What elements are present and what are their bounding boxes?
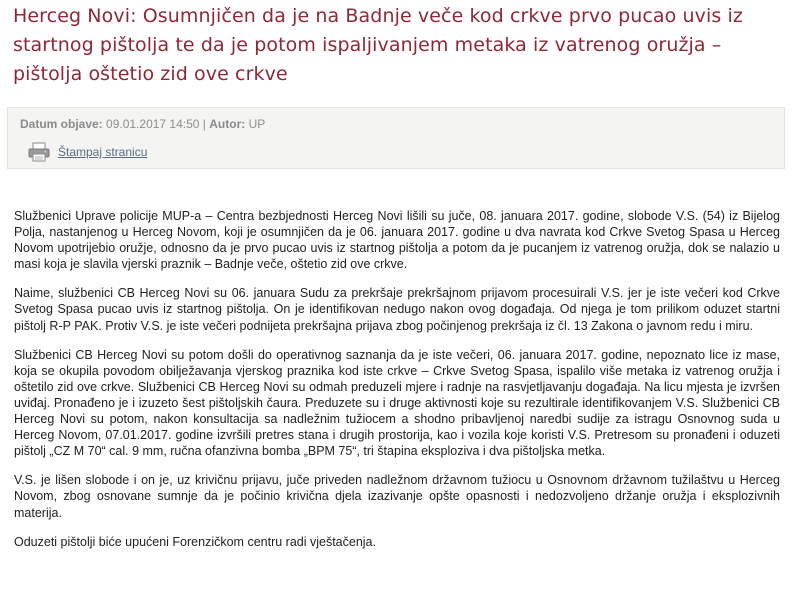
printer-icon[interactable] xyxy=(28,142,50,162)
article-paragraph: Naime, službenici CB Herceg Novi su 06. januara Sudu za prekršaje prekršajnom prijavom procesuirali V.S. jer je iste večeri kod Crkve Svetog Spasa pucao uvis iz startnog pištolja. On je identifikovan nedugo nakon ovog događaja. Od njega je tom prilikom oduzet startni pištolj R-P PAK. Protiv V.S. je iste večeri podnijeta prekršajna prijava zbog počinjenog prekršaja iz čl. 13 Zakona o javnom redu i miru. xyxy=(14,286,780,333)
article-meta-box xyxy=(7,107,785,169)
author-value: UP xyxy=(248,117,266,131)
date-value: 09.01.2017 14:50 xyxy=(106,117,200,131)
meta-separator: | xyxy=(202,117,206,131)
article-title: Herceg Novi: Osumnjičen da je na Badnje veče kod crkve prvo pucao uvis iz startnog pištolja te da je potom ispaljivanjem metaka iz vatrenog oružja – pištolja oštetio zid ove crkve xyxy=(13,5,743,85)
article-body xyxy=(14,208,780,563)
article-paragraph: Službenici CB Herceg Novi su potom došli do operativnog saznanja da je iste večeri, 06. januara 2017. godine, nepoznato lice iz mase, koja se okupila povodom obilježavanja vjerskog praznika kod iste crkve – Crkve Svetog Spasa, ispalilo više metaka iz vatrenog oružja i oštetilo zid ove crkve. Službenici CB Herceg Novi su odmah preduzeli mjere i radnje na rasvjetljavanju događaja. Na licu mjesta je izvršen uviđaj. Pronađeno je i izuzeto šest pištoljskih čaura. Preduzete su i druge aktivnosti koje su rezultirale identifikovanjem V.S. Službenici CB Herceg Novi su potom, nakon konsultacija sa nadležnim tužiocem a shodno pribavljenoj naredbi sudije za istragu Osnovnog suda u Herceg Novom, 07.01.2017. godine izvršili pretres stana i drugih prostorija, kao i vozila koje koristi V.S. Pretresom su pronađeni i oduzeti pištolj „CZ M 70“ cal. 9 mm, ručna ofanzivna bomba „BPM 75“, tri štapina eksploziva i dva pištoljska metka. xyxy=(14,347,780,459)
date-label: Datum objave: xyxy=(20,117,103,131)
article-paragraph: Službenici Uprave policije MUP-a – Centra bezbjednosti Herceg Novi lišili su juče, 08. januara 2017. godine, slobode V.S. (54) iz Bijelog Polja, nastanjenog u Herceg Novom, koji je osumnjičen da je 06. januara 2017. godine u dva navrata kod Crkve Svetog Spasa u Herceg Novom upotrijebio oružje, odnosno da je prvo pucao uvis iz startnog pištolja a potom da je pucanjem iz vatrenog oružja, dok se nalazio u masi koja je slavila vjerski praznik – Badnje veče, oštetio zid ove crkve. xyxy=(14,209,780,272)
author-label: Autor: xyxy=(209,117,246,131)
print-page-link[interactable]: Štampaj stranicu xyxy=(58,145,148,159)
article-paragraph: Oduzeti pištolji biće upućeni Forenzičkom centru radi vještačenja. xyxy=(14,534,376,549)
article-paragraph: V.S. je lišen slobode i on je, uz krivičnu prijavu, juče priveden nadležnom državnom tužiocu u Osnovnom državnom tužilaštvu u Herceg Novom, zbog osnovane sumnje da je počinio krivična djela izazivanje opšte opasnosti i nedozvoljeno držanje oružja i eksplozivnih materija. xyxy=(14,473,780,520)
article-meta-line xyxy=(20,117,265,131)
